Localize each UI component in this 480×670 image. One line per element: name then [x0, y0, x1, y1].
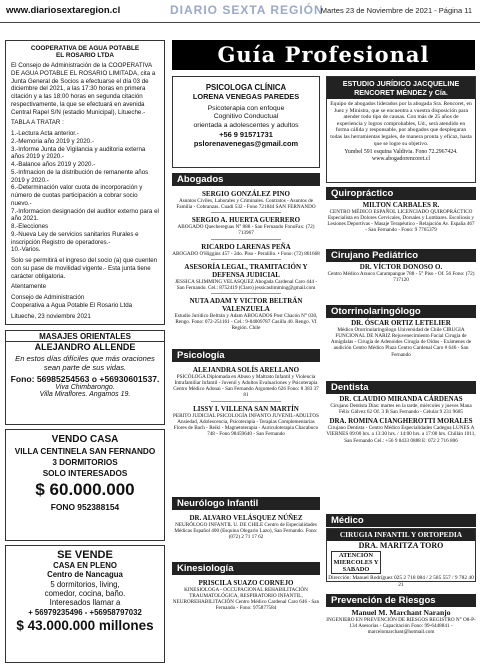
kinesiologia-list	[172, 576, 320, 656]
psicologa-name: LORENA VENEGAS PAREDES	[192, 92, 300, 101]
se-vende-price: $ 43.000.000 millones	[16, 618, 154, 634]
dentista-entry	[326, 395, 476, 473]
masajes-phones: Fono: 56985254563 o +56930601537.	[10, 374, 160, 384]
notice-title-2: EL ROSARIO LTDA	[56, 52, 114, 59]
vendo-location: VILLA CENTINELA SAN FERNANDO	[14, 447, 156, 456]
abogado-name: SERGIO GONZÁLEZ PINO	[202, 190, 290, 198]
psicologia-detail: PERITO JUDICIAL PSICOLOGÍA INFANTO JUVENIL-ADULTOS Ansiedad, Adolescencia, Psicoterapia - Terapias Complementarias Flores de Bach - Reiki - Magnetoterapia - Auriculoterapia Chacabuco 748 - Fono 98459640 - San Fernando	[173, 412, 319, 437]
se-vende-line: CASA EN PLENO	[53, 561, 117, 570]
masajes-address: Villa Miraflores. Angamos 19.	[39, 391, 131, 398]
cooperativa-notice	[5, 40, 165, 325]
medico-specialty: CIRUGIA INFANTIL Y ORTOPEDIA	[327, 529, 475, 541]
prevencion-name: Manuel M. Marchant Naranjo	[351, 608, 451, 617]
neurologo-detail: NEURÓLOGO INFANTIL U. DE CHILE Centro de Especialidades Médicas Español 400 (Esquina Olegario Lazo), San Fernando. Fono: (072) 2 71 17 62	[174, 522, 318, 541]
dentista-detail: Cirujano Dentista Días: martes en la tarde, miércoles y jueves Mana Félix Gálvez 62 Of. 3 B San Fernando - Celular 9 231 9685	[330, 403, 472, 416]
estudio-detail: Equipo de abogados liderados por la abogada Sra. Rencoret, en Juez y Ministra, que se encuentra a vuestra disposición para atender todo tipo de causas. Con más de 25 años de experiencia y logros comprobables, Ud., será atendido en forma cálida y responsable, por abogados que desplegaran todas las herramientas legales, de manera pronta y eficaz, hasta que se logre su objetivo.	[330, 101, 472, 147]
se-vende-line: Centro de Nancagua	[47, 570, 123, 580]
vendo-casa-ad	[5, 429, 165, 541]
psicologa-title: PSICOLOGA CLÍNICA	[205, 83, 287, 92]
notice-place-date: Litueche, 23 noviembre 2021	[11, 312, 91, 320]
guia-profesional-banner: Guía Profesional	[172, 40, 475, 70]
notice-intro: El Consejo de Administración de la COOPERATIVA DE AGUA POTABLE EL ROSARIO LIMITADA, cita a Junta General de Socios a efectuarse el día 03 de diciembre del 2021, a las 17:30 horas en primera citación y a las 18:00 horas en segunda citación respectivamente, la que se efectuará en avenida Central Rapel S/N (estadio Municipal), Litueche.-	[11, 62, 156, 116]
psicologa-email[interactable]: pslorenavenegas@gmail.com	[193, 139, 299, 149]
vendo-note: SOLO INTERESADOS	[42, 469, 128, 478]
divider	[211, 259, 281, 260]
abogado-name: RICARDO LARENAS PEÑA	[201, 242, 291, 251]
psicologa-desc-2: Cognitivo Conductual	[213, 113, 279, 121]
notice-note: Solo se permitirá el ingreso del socio (a) que cuenten con su pase de movilidad vigente.- Esta junta tiene carácter obligatoria.	[11, 257, 158, 280]
abogado-detail: ABOGADO O'Higgins 457 - 2do. Piso - Peralillo. • Fono: (72) 861668	[172, 250, 320, 257]
section-psicologia: Psicología	[172, 349, 320, 362]
section-dentista: Dentista	[326, 381, 476, 394]
kinesiologia-name: PRISCILA SUAZO CORNEJO	[198, 579, 294, 587]
neurologo-name: DR. ALVARO VELÁSQUEZ NÚÑEZ	[189, 514, 303, 522]
vendo-rooms: 3 DORMITORIOS	[52, 458, 118, 467]
divider	[211, 212, 281, 213]
masajes-name: ALEJANDRO ALLENDE	[34, 342, 136, 352]
psicologia-detail: PSICÓLOGA Diplomada en Abuso y Maltrato Infantil y Violencia Intrafamiliar Infantil - Juvenil y Adultos Evaluaciones y Psicoterapia Centro Médico Adonai - San Fernando Argomedo 626 Fono: 8 383 37 81	[173, 374, 319, 399]
abogado-name: SERGIO A. HUERTA GUERRERO	[191, 216, 301, 225]
page-header	[0, 0, 480, 23]
estudio-title: ESTUDIO JURÍDICO JACQUELINE RENCORET MÉNDEZ y Cía.	[327, 77, 475, 99]
cirujano-entry	[326, 263, 476, 297]
psicologia-name: LISSY I. VILLENA SAN MARTÍN	[193, 404, 299, 413]
quiropractico-name: MILTON CARBALES R.	[362, 201, 440, 209]
abogado-detail: Estudio Jurídico Beltrán y Adam ABOGADOS Post Chacón N° 030, Rengo. Fono: 072-251161 - Cel.: 9-84009787 Casilla 40. Rengo. VI Región. Chile	[174, 312, 318, 332]
cirujano-detail: Centro Médico Arauco Carampangue 788 - 5° Piso - Of. 56 Fono: (72) 717120	[327, 271, 475, 284]
estudio-juridico-ad	[326, 76, 476, 183]
masajes-ad	[5, 330, 165, 425]
notice-title: COOPERATIVA DE AGUA POTABLE	[30, 45, 140, 52]
newspaper-name: DIARIO SEXTA REGIÓN	[170, 3, 324, 17]
section-neurologo: Neurólogo Infantil	[172, 497, 320, 510]
abogado-detail: ABOGADO Quechereguas N° 888 - San Fernando FonoFax: (72) 713967	[177, 224, 315, 237]
se-vende-phones: + 56979235496 - +56958797032	[28, 607, 142, 617]
notice-item: 8.-Elecciones	[11, 223, 49, 230]
notice-item: 6.-Determinación valor cuota de incorporación y número de cuotas participación a cobrar socio nuevo.-	[11, 184, 143, 207]
notice-closing: Atentamente	[11, 283, 47, 291]
psicologa-desc-3: orientada a adolescentes y adultos	[193, 121, 299, 129]
psicologia-list	[172, 363, 320, 493]
quiropractico-detail: CENTRO MÉDICO ESPAÑOL LICENCIADO QUIROPRÁCTICO Especialista en Dolores Cervicales, Dorsales y Lumbares. Escoliosis y Lesiones Deportivas - Masaje Terapéutico - Relajación Av. España 467 - San Fernando - Fono: 9 7765379	[327, 209, 475, 234]
se-vende-ad	[5, 545, 165, 663]
medico-atencion: ATENCIÓN MIERCOLES Y SABADO	[331, 551, 381, 574]
dentista-name-2: DRA. ROMINA CIANGHEROTTI MORALES	[329, 417, 473, 426]
notice-item: 5.-Infmacion de la distribución de remanente años 2019 y 2020.-	[11, 168, 149, 184]
section-cirujano: Cirujano Pediátrico	[326, 249, 476, 262]
medico-entry	[326, 528, 476, 588]
section-medico: Médico	[326, 514, 476, 527]
se-vende-title: SE VENDE	[57, 549, 113, 561]
quiropractico-entry	[326, 201, 476, 245]
dentista-detail-2: Cirujano Dentista - Centro Médico Especialidades Cadegua LUNES A VIERNES 09:00 hrs. a 13:30 hrs. / 14:00 hrs. a 17:00 hrs. Chillán 1011, San Fernando Cel.: +56 9 8433 0888 E: 072 2 716 806	[326, 425, 476, 444]
notice-tabla-title: TABLA A TRATAR :	[11, 119, 64, 127]
prevencion-entry	[326, 608, 476, 658]
otorrino-entry	[326, 319, 476, 371]
section-kinesiologia: Kinesiología	[172, 562, 320, 575]
page-date: Martes 23 de Noviembre de 2021 - Página 11	[320, 6, 472, 15]
divider	[211, 239, 281, 240]
section-prevencion: Prevención de Riesgos	[326, 594, 476, 607]
otorrino-name: DR. ÓSCAR ORTIZ LETELIER	[351, 319, 451, 327]
section-quiropractico: Quiropráctico	[326, 187, 476, 200]
abogado-detail: JESSICA SLIMMING VELASQUEZ Abogada Cardenal Caro 444 - San Fernando. Cel.: 8752419 (Claro) jessicaslimming@gmail.com	[174, 278, 318, 291]
kinesiologia-detail: KINESIOLOGA - OCCUPACIONAL REHABILITACIÓN TRAUMATOLÓGICA, RESPIRATORIO INFANTIL, NEUROREHABILITACIÓN Centro Médico Cardenal Caro 646 - San Fernando - Fono: 975877584	[172, 587, 320, 612]
notice-item: 4.-Balance años 2019 y 2020.-	[11, 161, 96, 168]
notice-item: 10.-Varios.	[11, 246, 41, 254]
estudio-phone: Yumbel 591 esquina Valdivia. Fono 72.2967424.	[344, 149, 458, 156]
notice-item: 1.-Lectura Acta anterior.-	[11, 130, 79, 137]
site-url[interactable]: www.diariosextaregion.cl	[6, 5, 121, 16]
notice-item: 3.-Informe Junta de Vigilancia y auditoria externa años 2019 y 2020.-	[11, 145, 146, 161]
psicologa-desc: Psicoterapia con enfoque	[207, 105, 285, 112]
se-vende-line: 5 dormitorios, living,	[50, 579, 120, 589]
masajes-message: En estos días difíciles que más oraciones sean parte de sus vidas.	[15, 354, 155, 372]
se-vende-line: Interesados llamar a	[49, 598, 121, 608]
divider	[211, 293, 281, 294]
abogados-list	[172, 187, 320, 335]
se-vende-line: comedor, cocina, baño.	[44, 589, 126, 599]
abogado-detail: Asuntos Civiles, Laborales y Criminales. Contratos - Asuntos de Familia - Cobranzas. Cuadi 532 - Fono 721844 SAN FERNANDO	[176, 198, 316, 211]
notice-item: 2.-Memoria año 2019 y 2020.-	[11, 137, 94, 145]
abogado-name: ASESORÍA LEGAL, TRAMITACIÓN Y DEFENSA JUDICIAL	[184, 262, 308, 279]
masajes-place: Viva Chimbarongo.	[55, 384, 115, 391]
notice-signature-2: Cooperativa a Agua Potable El Rosario Ltda	[11, 301, 133, 309]
psicologa-phone: +56 9 91571731	[219, 130, 273, 140]
psicologia-name: ALEJANDRA SOLÍS ARELLANO	[192, 366, 300, 374]
vendo-phone: FONO 952388154	[50, 502, 120, 512]
estudio-web[interactable]: www.abogadorencoret.cl	[372, 155, 430, 162]
medico-name: DRA. MARITZA TORO	[358, 541, 444, 550]
neurologo-list	[172, 511, 320, 559]
section-otorrino: Otorrinolaringólogo	[326, 305, 476, 318]
psicologa-ad	[172, 76, 320, 168]
notice-item: 7.-Informacion designación del auditor externo para el año 2021.	[11, 207, 159, 223]
prevencion-detail: INGENIERO EN PREVENCIÓN DE RIESGOS REGISTRO N° O8-P-134 Asesorías - Capacitación Fono: 99-6448841 - marcelomarchant@hotmail.com	[326, 617, 476, 636]
divider	[211, 401, 281, 402]
vendo-price: $ 60.000.000	[35, 480, 135, 499]
abogado-name: NUTA ADAM Y VICTOR BELTRÁN VALENZUELA	[189, 296, 303, 313]
notice-item: 9.-Nueva Ley de servicios sanitarios Rurales e inscripción Registro de operadores.-	[11, 230, 139, 246]
cirujano-name: DR. VÍCTOR DONOSO O.	[359, 263, 443, 271]
medico-address: Dirección: Manuel Rodríguez 025 2 718 084 / 2 585 557 / 9 782 40 21	[328, 575, 474, 588]
section-abogados: Abogados	[172, 173, 320, 186]
masajes-title: MASAJES ORIENTALES	[6, 331, 164, 342]
otorrino-detail: Médico Otorrinolaringólogo Universidad de Chile CIRUGIA FUNCIONAL DE NARIZ Rejuvenecimiento Facial Cirugía de Amígdalas - Cirugía de Adenoides Cirugía de Oídos - Exámenes de audición Centro Médico Plaza Centro Cardenal Caro # 646 - San Fernando	[330, 327, 472, 358]
dentista-name: DR. CLAUDIO MIRANDA CÁRDENAS	[339, 395, 463, 403]
notice-signature: Consejo de Administración	[11, 294, 85, 301]
vendo-title: VENDO CASA	[51, 434, 119, 445]
